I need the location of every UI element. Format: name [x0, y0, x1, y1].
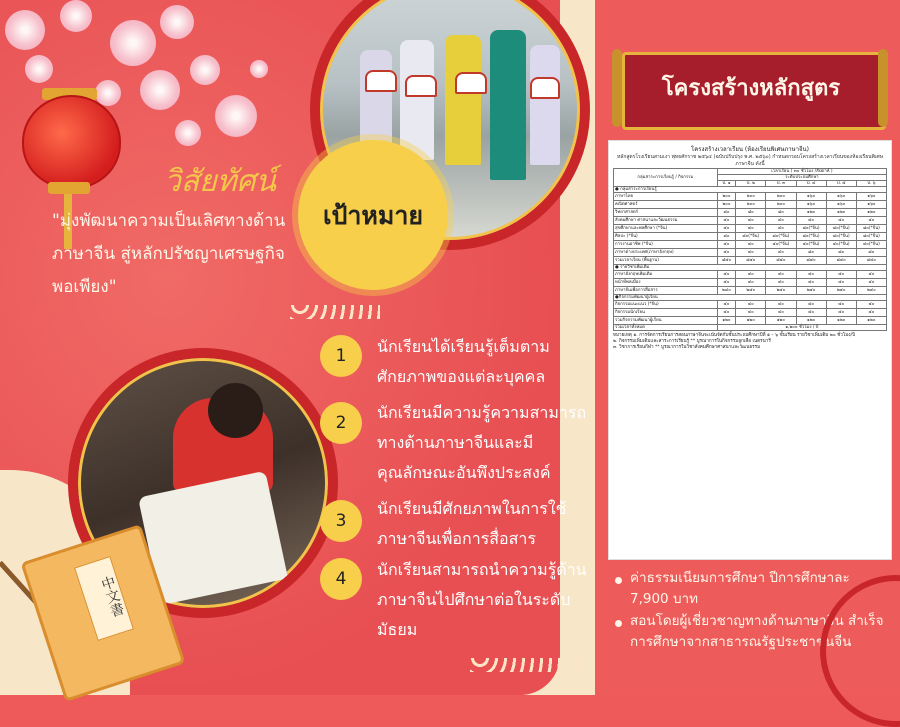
table-cell: ๔๐	[717, 309, 735, 317]
table-row-subject: ภาษาไทย	[614, 193, 718, 201]
table-row-subject: คณิตศาสตร์	[614, 201, 718, 209]
table-cell: ๑๒๐	[717, 317, 735, 325]
note-3: ๓. วิชาการเรียนกีฬา ** บูรณาการในวิชาสังคมศึกษาศาสนาและวัฒนธรรม	[613, 345, 761, 350]
table-cell: ๒๐๐	[717, 193, 735, 201]
table-cell: ๔๐	[766, 279, 796, 287]
table-row-subject: วิทยาศาสตร์	[614, 209, 718, 217]
book-label: 中文書	[74, 556, 134, 641]
table-cell: ๘๐	[796, 249, 826, 257]
table-cell: ๑๖๐	[826, 193, 856, 201]
goal-number-4: 4	[320, 558, 362, 600]
table-row-subject: สังคมศึกษา ศาสนาและวัฒนธรรม	[614, 217, 718, 225]
table-cell: ๘๔๐	[766, 257, 796, 265]
table-cell: ๔๐	[766, 217, 796, 225]
table-cell: ๑๒๐	[826, 317, 856, 325]
table-row	[614, 279, 887, 287]
table-cell: ๑๖๐	[856, 193, 886, 201]
table-header-level: ระดับประถมศึกษา	[717, 175, 886, 181]
vision-title: วิสัยทัศน์	[163, 164, 277, 199]
table-row-subject: ภาษาจีนเพื่อการสื่อสาร	[614, 287, 718, 295]
table-row	[614, 241, 887, 249]
table-cell: ๔๐	[736, 225, 766, 233]
table-cell: ๔๐	[766, 309, 796, 317]
bullet-dot	[615, 577, 622, 584]
table-cell: ๑๒๐	[796, 209, 826, 217]
table-cell: ๔๐	[856, 279, 886, 287]
vision-text: "มุ่งพัฒนาความเป็นเลิศทางด้านภาษาจีน สู่หลักปรัชญาเศรษฐกิจพอเพียง"	[52, 211, 286, 297]
table-row	[614, 309, 887, 317]
wave-divider-top	[290, 305, 380, 319]
bullet-dot	[615, 620, 622, 627]
table-cell: ๔๐	[796, 217, 826, 225]
total-value: ๑,๒๐๐ ชั่วโมง / ปี	[717, 325, 886, 331]
goal-number-3: 3	[320, 500, 362, 542]
goal-item-3: นักเรียนมีศักยภาพในการใช้ภาษาจีนเพื่อการสื่อสาร	[377, 499, 567, 548]
table-cell: ๔๐	[736, 217, 766, 225]
table-row	[614, 225, 887, 233]
table-cell: ๘๔๐	[736, 257, 766, 265]
table-cell: ๔๐	[736, 241, 766, 249]
table-cell: ๑๒๐	[856, 209, 886, 217]
table-cell: ๔๐(*จีน)	[856, 241, 886, 249]
curriculum-structure-document	[608, 140, 892, 560]
table-row	[614, 257, 887, 265]
goal-item-2: นักเรียนมีความรู้ความสามารถทางด้านภาษาจีนและมีคุณลักษณะอันพึงประสงค์	[377, 403, 587, 482]
table-cell: ๔๐	[856, 217, 886, 225]
table-row-subject: หน้าที่พลเมือง	[614, 279, 718, 287]
table-section-label: ● รายวิชาเพิ่มเติม	[614, 265, 887, 271]
grade-header: ป. ๕	[826, 181, 856, 187]
table-cell: ๔๐	[796, 279, 826, 287]
doc-subtitle: หลักสูตรโรงเรียนสามเงา พุทธศักราช ๒๕๖๔ (ฉบับปรับปรุง พ.ศ. ๒๕๖๐) กำหนดกรอบโครงสร้างเวลาเรียนของห้องเรียนพิเศษภาษาจีน ดังนี้	[616, 154, 884, 167]
table-cell: ๔๐	[766, 225, 796, 233]
table-cell: ๔๐	[856, 271, 886, 279]
table-cell: ๘๐(*จีน)	[856, 233, 886, 241]
table-row-subject: ภาษาอังกฤษเพิ่มเติม	[614, 271, 718, 279]
table-cell: ๔๐(*จีน)	[826, 241, 856, 249]
table-row-subject: กิจกรรมนักเรียน	[614, 309, 718, 317]
table-row	[614, 233, 887, 241]
goal-item-1: นักเรียนได้เรียนรู้เต็มตามศักยภาพของแต่ละบุคคล	[377, 337, 550, 386]
table-cell: ๔๐(*จีน)	[796, 241, 826, 249]
goals-heading: เป้าหมาย	[322, 201, 424, 230]
table-cell: ๔๐	[736, 271, 766, 279]
table-cell: ๔๐	[717, 225, 735, 233]
table-cell: ๘๐	[766, 209, 796, 217]
table-row	[614, 209, 887, 217]
table-cell: ๔๐	[736, 249, 766, 257]
lantern-base	[48, 182, 90, 194]
table-cell: ๘๔๐	[796, 257, 826, 265]
table-row	[614, 317, 887, 325]
table-cell: ๑๖๐	[796, 201, 826, 209]
table-row-subject: รวมกิจกรรมพัฒนาผู้เรียน	[614, 317, 718, 325]
table-cell: ๒๔๐	[856, 287, 886, 295]
table-cell: ๔๐	[717, 249, 735, 257]
table-cell: ๘๐	[856, 249, 886, 257]
curriculum-title: โครงสร้างหลักสูตร	[661, 76, 841, 101]
goal-number-2: 2	[320, 402, 362, 444]
table-header-subjects: กลุ่มสาระการเรียนรู้ / กิจกรรม	[614, 169, 718, 187]
table-row	[614, 201, 887, 209]
table-cell: ๑๒๐	[736, 317, 766, 325]
grade-header: ป. ๖	[856, 181, 886, 187]
info-teachers: สอนโดยผู้เชี่ยวชาญทางด้านภาษาจีน สำเร็จการศึกษาจากสาธารณรัฐประชาชนจีน	[630, 613, 884, 650]
table-cell: ๑๖๐	[796, 193, 826, 201]
table-cell: ๔๐	[826, 279, 856, 287]
table-cell: ๔๐	[766, 301, 796, 309]
table-cell: ๘๔๐	[856, 257, 886, 265]
table-cell: ๔๐	[766, 249, 796, 257]
table-cell: ๘๐	[717, 233, 735, 241]
table-cell: ๘๐(*จีน)	[796, 233, 826, 241]
table-cell: ๒๔๐	[717, 287, 735, 295]
table-cell: ๔๐	[826, 217, 856, 225]
table-cell: ๑๒๐	[856, 317, 886, 325]
table-cell: ๒๐๐	[736, 193, 766, 201]
table-cell: ๔๐	[796, 309, 826, 317]
info-tuition: ค่าธรรมเนียมการศึกษา ปีการศึกษาละ 7,900 บาท	[630, 570, 850, 607]
note-1: หมายเหตุ ๑. การจัดการเรียนการสอนภาษาจีนจะเน้นจัดกับชั้นประถมศึกษาปีที่ ๑ – ๖ ขั้นเรียน รายวิชาเพิ่มเติม ๒๐ ชั่วโมง/ปี	[613, 333, 855, 338]
table-cell: ๔๐	[736, 309, 766, 317]
table-cell: ๘๐(*จีน)	[736, 233, 766, 241]
table-cell: ๒๔๐	[736, 287, 766, 295]
goal-item-4: นักเรียนสามารถนำความรู้ด้านภาษาจีนไปศึกษาต่อในระดับมัธยม	[377, 560, 587, 639]
doc-title: โครงสร้างเวลาเรียน (ห้องเรียนพิเศษภาษาจีน)	[691, 146, 809, 153]
table-cell: ๘๔๐	[717, 257, 735, 265]
table-cell: ๑๒๐	[796, 317, 826, 325]
table-cell: ๔๐	[736, 301, 766, 309]
table-cell: ๔๐	[736, 279, 766, 287]
table-row	[614, 249, 887, 257]
table-cell: ๒๔๐	[766, 287, 796, 295]
table-cell: ๑๖๐	[826, 201, 856, 209]
grade-header: ป. ๒	[736, 181, 766, 187]
table-cell: ๔๐	[826, 271, 856, 279]
wave-divider-bottom	[470, 658, 580, 672]
table-cell: ๔๐	[796, 271, 826, 279]
table-row-subject: ภาษาต่างประเทศ(ภาษาอังกฤษ)	[614, 249, 718, 257]
table-cell: ๔๐	[717, 301, 735, 309]
grade-header: ป. ๔	[796, 181, 826, 187]
table-row-subject: การงานอาชีพ (*จีน)	[614, 241, 718, 249]
grade-header: ป. ๑	[717, 181, 735, 187]
table-cell: ๒๔๐	[796, 287, 826, 295]
table-section-label: ●กิจกรรมพัฒนาผู้เรียน	[614, 295, 887, 301]
table-row-subject: กิจกรรมแนะแนว (*จีน)	[614, 301, 718, 309]
table-cell: ๔๐	[717, 279, 735, 287]
table-cell: ๘๐	[826, 249, 856, 257]
table-cell: ๒๐๐	[766, 201, 796, 209]
table-cell: ๘๐	[717, 209, 735, 217]
table-cell: ๔๐	[826, 309, 856, 317]
table-header-time: เวลาเรียน ( ๓๐ ชั่วโมง /สัปดาห์ )	[717, 169, 886, 175]
table-row	[614, 193, 887, 201]
table-cell: ๘๐(*จีน)	[796, 225, 826, 233]
table-row-subject: สุขศึกษาและพลศึกษา (*จีน)	[614, 225, 718, 233]
table-cell: ๘๐(*จีน)	[826, 233, 856, 241]
table-row	[614, 287, 887, 295]
table-cell: ๘๐	[736, 209, 766, 217]
curriculum-table	[613, 168, 887, 331]
table-cell: ๔๐	[826, 301, 856, 309]
table-cell: ๘๔๐	[826, 257, 856, 265]
table-cell: ๔๐	[856, 309, 886, 317]
table-cell: ๔๐	[796, 301, 826, 309]
table-cell: ๔๐	[856, 301, 886, 309]
table-cell: ๘๐(*จีน)	[826, 225, 856, 233]
grade-header: ป. ๓	[766, 181, 796, 187]
table-cell: ๔๐	[717, 241, 735, 249]
table-cell: ๔๐(*จีน)	[766, 241, 796, 249]
table-cell: ๔๐	[717, 271, 735, 279]
lantern-icon	[22, 95, 121, 189]
table-cell: ๑๒๐	[826, 209, 856, 217]
table-row	[614, 217, 887, 225]
table-cell: ๑๒๐	[766, 317, 796, 325]
table-cell: ๘๐(*จีน)	[856, 225, 886, 233]
table-row	[614, 271, 887, 279]
total-label: รวมเวลาทั้งหมด	[614, 325, 718, 331]
table-row-subject: ศิลปะ (*จีน)	[614, 233, 718, 241]
goal-number-1: 1	[320, 335, 362, 377]
table-cell: ๒๔๐	[826, 287, 856, 295]
table-cell: ๒๐๐	[766, 193, 796, 201]
table-cell: ๔๐	[766, 271, 796, 279]
table-cell: ๑๖๐	[856, 201, 886, 209]
table-cell: ๒๐๐	[736, 201, 766, 209]
table-row	[614, 301, 887, 309]
note-2: ๒. กิจกรรมเพิ่มเติมและสาระการเรียนรู้ ** บูรณาการในกิจกรรมลูกเสือ เนตรนารี	[613, 339, 771, 344]
table-row-subject: รวมเวลาเรียน (พื้นฐาน)	[614, 257, 718, 265]
table-cell: ๔๐	[717, 217, 735, 225]
scroll-rod-left	[612, 49, 622, 127]
table-cell: ๒๐๐	[717, 201, 735, 209]
table-cell: ๘๐(*จีน)	[766, 233, 796, 241]
table-section-label: ● กลุ่มสาระการเรียนรู้	[614, 187, 887, 193]
